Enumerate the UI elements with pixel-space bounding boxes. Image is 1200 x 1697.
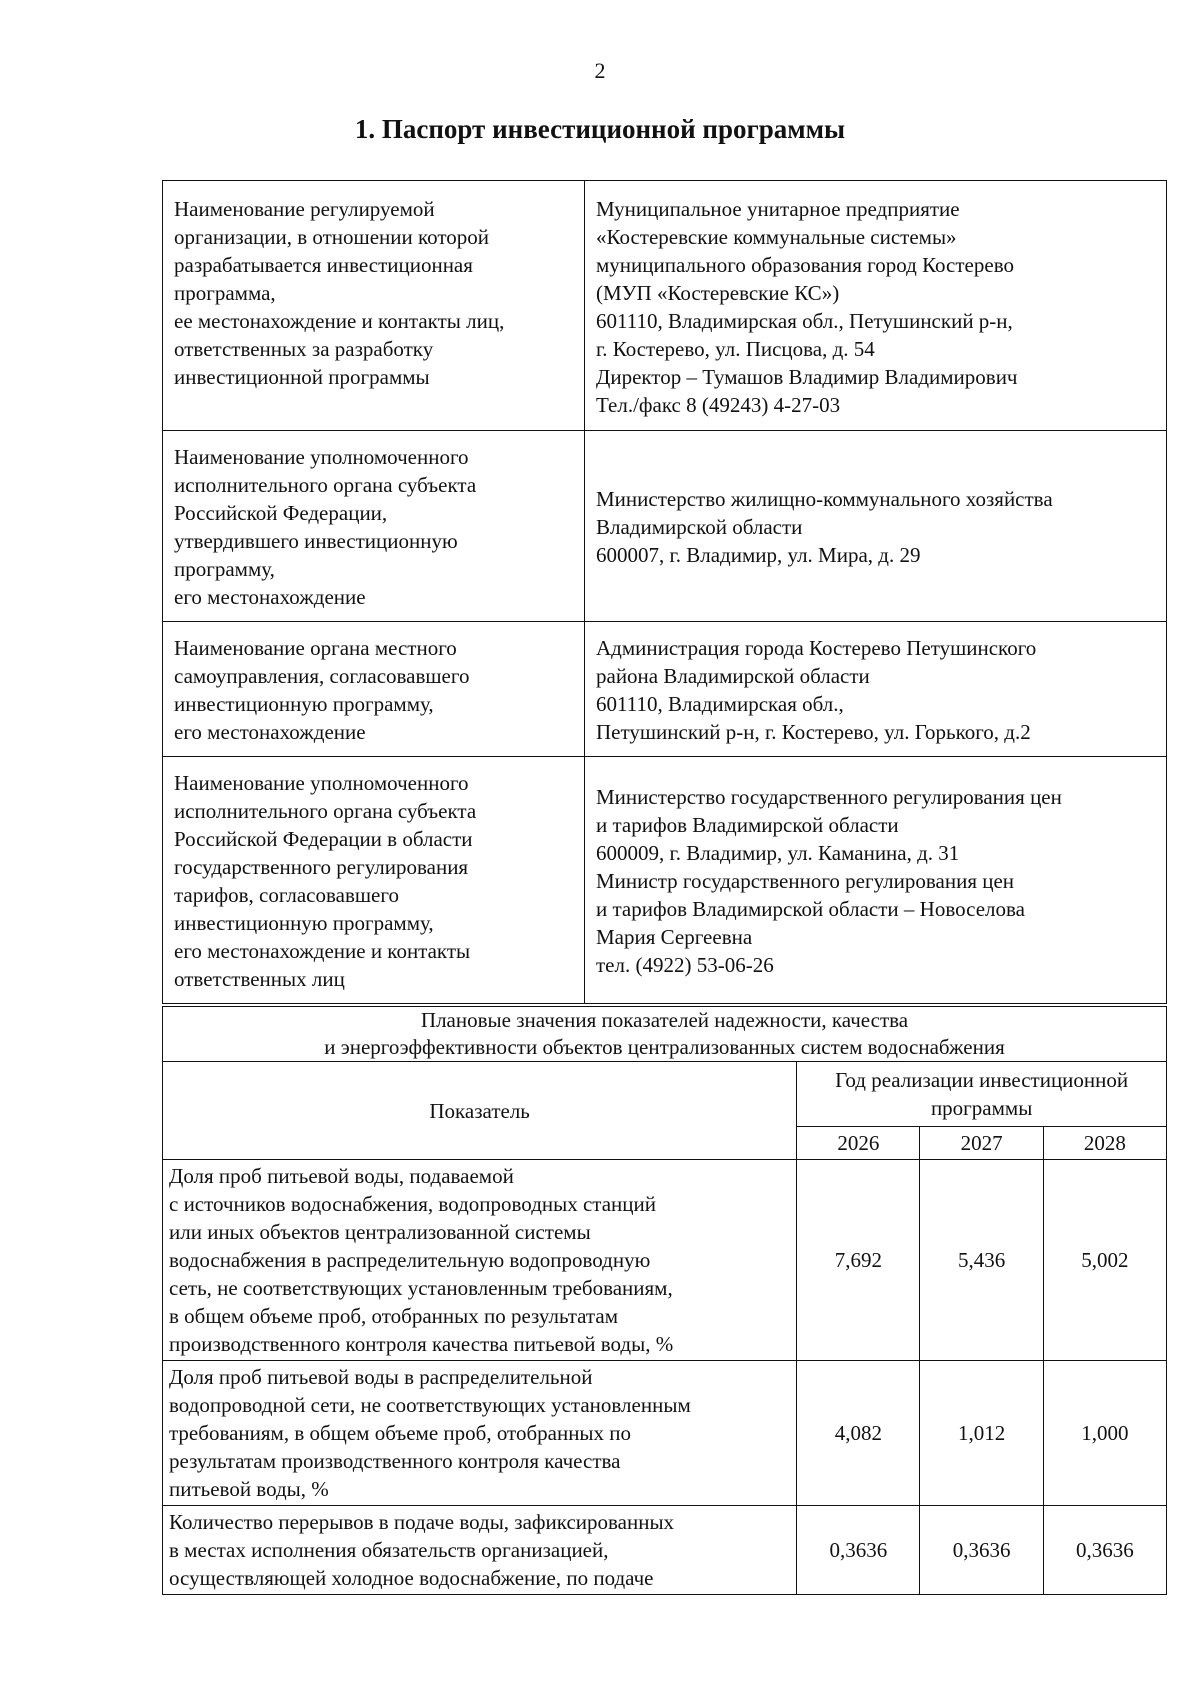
- passport-label-line: Российской Федерации,: [174, 501, 388, 525]
- page-number: 2: [594, 58, 606, 83]
- passport-value-line: 600009, г. Владимир, ул. Каманина, д. 31: [596, 841, 960, 865]
- indicator-label-cell: [163, 1160, 797, 1361]
- passport-value-cell: [585, 431, 1167, 622]
- indicator-label-line: сеть, не соответствующих установленным требованиям,: [169, 1276, 673, 1300]
- indicator-value: 0,3636: [797, 1506, 920, 1595]
- passport-value-cell: [585, 757, 1167, 1004]
- passport-value-cell: [585, 622, 1167, 757]
- passport-label-line: Наименование регулируемой: [174, 197, 435, 221]
- indicator-label-line: Количество перерывов в подаче воды, зафиксированных: [169, 1510, 675, 1534]
- indicator-label-line: водоснабжения в распределительную водопроводную: [169, 1248, 651, 1272]
- indicators-section-row: [163, 1007, 1167, 1062]
- passport-label-line: его местонахождение и контакты: [174, 939, 471, 963]
- indicator-row: [163, 1361, 1167, 1506]
- year-header: 2026: [797, 1127, 920, 1160]
- indicator-label-line: в местах исполнения обязательств организацией,: [169, 1538, 609, 1562]
- indicator-value: 0,3636: [1043, 1506, 1166, 1595]
- passport-row: [163, 181, 1167, 431]
- section-title-line: и энергоэффективности объектов централизованных систем водоснабжения: [324, 1035, 1005, 1059]
- indicators-table: [162, 1006, 1167, 1595]
- passport-label-line: инвестиционную программу,: [174, 911, 434, 935]
- passport-value-line: и тарифов Владимирской области – Новоселова: [596, 897, 1025, 921]
- passport-label-line: самоуправления, согласовавшего: [174, 664, 470, 688]
- passport-label-line: тарифов, согласовавшего: [174, 883, 399, 907]
- passport-value-line: Муниципальное унитарное предприятие: [596, 197, 960, 221]
- passport-value-line: Министр государственного регулирования цен: [596, 869, 1015, 893]
- indicator-label-cell: [163, 1361, 797, 1506]
- indicator-label-line: Доля проб питьевой воды в распределительной: [169, 1365, 593, 1389]
- passport-label-cell: [163, 431, 585, 622]
- passport-value-line: Мария Сергеевна: [596, 925, 753, 949]
- passport-value-line: Администрация города Костерево Петушинского: [596, 636, 1037, 660]
- passport-value-line: (МУП «Костеревские КС»): [596, 281, 840, 305]
- indicator-value: 1,012: [920, 1361, 1043, 1506]
- indicator-value: 0,3636: [920, 1506, 1043, 1595]
- passport-label-line: разрабатывается инвестиционная: [174, 253, 473, 277]
- section-title-line: Плановые значения показателей надежности, качества: [420, 1008, 909, 1032]
- passport-row: [163, 622, 1167, 757]
- indicator-label-cell: [163, 1506, 797, 1595]
- passport-label-line: ответственных лиц: [174, 967, 345, 991]
- passport-value-line: Тел./факс 8 (49243) 4-27-03: [596, 393, 841, 417]
- years-header-line: программы: [930, 1096, 1033, 1120]
- passport-value-line: и тарифов Владимирской области: [596, 813, 899, 837]
- passport-value-line: г. Костерево, ул. Писцова, д. 54: [596, 337, 875, 361]
- indicator-label-line: или иных объектов централизованной системы: [169, 1220, 591, 1244]
- indicator-value: 7,692: [797, 1160, 920, 1361]
- passport-label-line: исполнительного органа субъекта: [174, 473, 477, 497]
- document-title: 1. Паспорт инвестиционной программы: [354, 114, 846, 144]
- passport-value-line: муниципального образования город Костерево: [596, 253, 1014, 277]
- indicator-label-line: с источников водоснабжения, водопроводных станций: [169, 1192, 656, 1216]
- passport-label-line: Наименование уполномоченного: [174, 445, 469, 469]
- indicator-label-line: производственного контроля качества питьевой воды, %: [169, 1332, 674, 1356]
- indicator-label-line: результатам производственного контроля качества: [169, 1449, 621, 1473]
- passport-value-line: Министерство жилищно-коммунального хозяйства: [596, 487, 1053, 511]
- passport-row: [163, 757, 1167, 1004]
- indicator-value: 4,082: [797, 1361, 920, 1506]
- passport-label-line: программу,: [174, 557, 275, 581]
- passport-label-line: ответственных за разработку: [174, 337, 434, 361]
- year-header: 2027: [920, 1127, 1043, 1160]
- indicator-label-line: водопроводной сети, не соответствующих установленным: [169, 1393, 691, 1417]
- indicator-label-line: Доля проб питьевой воды, подаваемой: [169, 1164, 514, 1188]
- passport-value-line: 601110, Владимирская обл., Петушинский р-н,: [596, 309, 1013, 333]
- passport-label-line: ее местонахождение и контакты лиц,: [174, 309, 505, 333]
- passport-value-line: тел. (4922) 53-06-26: [596, 953, 774, 977]
- indicator-value: 1,000: [1043, 1361, 1166, 1506]
- passport-value-line: Владимирской области: [596, 515, 803, 539]
- indicator-label-line: в общем объеме проб, отобранных по результатам: [169, 1304, 618, 1328]
- passport-value-cell: [585, 181, 1167, 431]
- indicator-value: 5,002: [1043, 1160, 1166, 1361]
- passport-value-line: 601110, Владимирская обл.,: [596, 692, 844, 716]
- passport-label-line: инвестиционной программы: [174, 365, 430, 389]
- indicator-label-line: осуществляющей холодное водоснабжение, по подаче: [169, 1566, 654, 1590]
- passport-value-line: Директор – Тумашов Владимир Владимирович: [596, 365, 1018, 389]
- passport-label-line: исполнительного органа субъекта: [174, 799, 477, 823]
- passport-label-line: программа,: [174, 281, 276, 305]
- passport-value-line: 600007, г. Владимир, ул. Мира, д. 29: [596, 543, 921, 567]
- indicator-label-line: питьевой воды, %: [169, 1477, 329, 1501]
- passport-label-line: Наименование уполномоченного: [174, 771, 469, 795]
- passport-label-cell: [163, 622, 585, 757]
- passport-value-line: Министерство государственного регулирования цен: [596, 785, 1062, 809]
- passport-label-line: утвердившего инвестиционную: [174, 529, 458, 553]
- passport-label-line: государственного регулирования: [174, 855, 469, 879]
- column-header-years: [797, 1062, 1167, 1127]
- years-header-line: Год реализации инвестиционной: [835, 1068, 1129, 1092]
- year-header: 2028: [1043, 1127, 1166, 1160]
- passport-label-line: Российской Федерации в области: [174, 827, 473, 851]
- column-header-indicator: Показатель: [163, 1062, 797, 1160]
- indicator-label-line: требованиям, в общем объеме проб, отобранных по: [169, 1421, 632, 1445]
- passport-value-line: «Костеревские коммунальные системы»: [596, 225, 957, 249]
- indicator-row: [163, 1506, 1167, 1595]
- passport-label-cell: [163, 181, 585, 431]
- passport-table: [162, 180, 1167, 1004]
- passport-value-line: Петушинский р-н, г. Костерево, ул. Горького, д.2: [596, 720, 1031, 744]
- passport-value-line: района Владимирской области: [596, 664, 870, 688]
- passport-row: [163, 431, 1167, 622]
- indicator-value: 5,436: [920, 1160, 1043, 1361]
- indicators-header-row: [163, 1062, 1167, 1127]
- passport-label-line: Наименование органа местного: [174, 636, 457, 660]
- passport-label-line: его местонахождение: [174, 585, 366, 609]
- indicators-section-title: [163, 1007, 1167, 1062]
- passport-label-line: инвестиционную программу,: [174, 692, 434, 716]
- indicator-row: [163, 1160, 1167, 1361]
- passport-label-line: его местонахождение: [174, 720, 366, 744]
- passport-label-line: организации, в отношении которой: [174, 225, 489, 249]
- passport-label-cell: [163, 757, 585, 1004]
